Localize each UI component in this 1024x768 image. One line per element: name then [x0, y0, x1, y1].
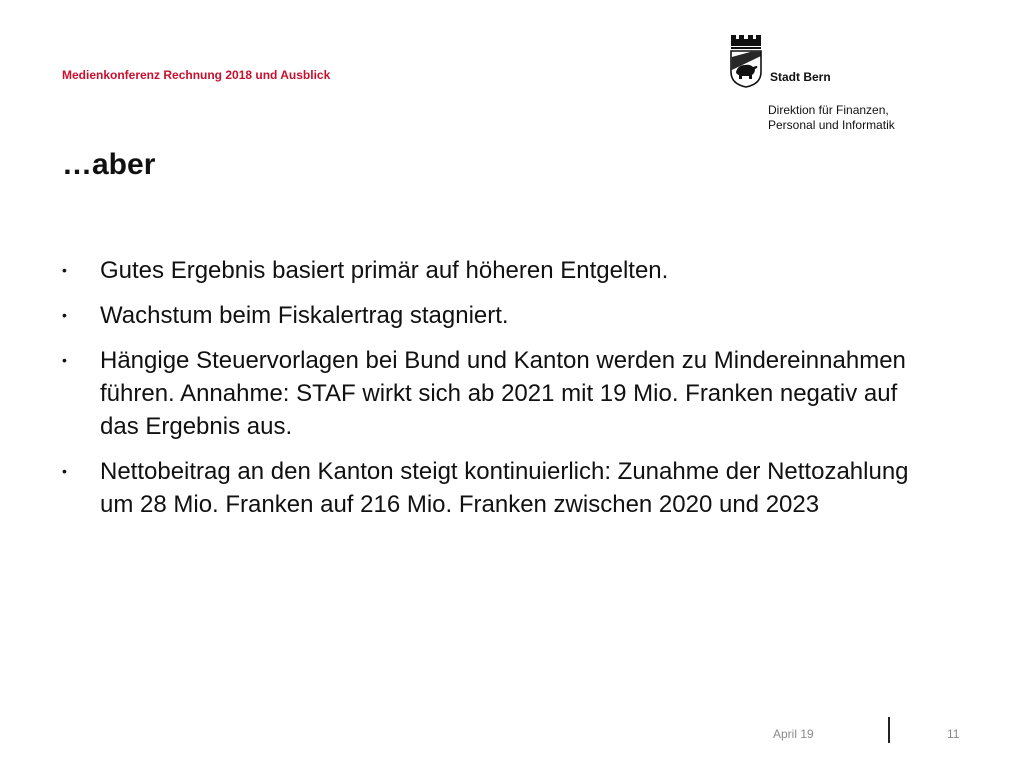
bern-bear-coat-of-arms-icon — [729, 34, 763, 88]
bullet-dot-icon: • — [62, 262, 67, 278]
bullet-text: Wachstum beim Fiskalertrag stagniert. — [100, 302, 509, 329]
list-item — [62, 254, 942, 287]
page-number: 11 — [947, 727, 960, 741]
footer-divider — [888, 717, 890, 743]
bullet-text: Hängige Steuervorlagen bei Bund und Kanton werden zu Mindereinnahmen führen. Annahme: STAF wirkt sich ab 2021 mit 19 Mio. Franken negativ auf das Ergebnis aus. — [100, 347, 906, 440]
bullet-dot-icon: • — [62, 463, 67, 479]
bullet-dot-icon: • — [62, 307, 67, 323]
conference-title: Medienkonferenz Rechnung 2018 und Ausblick — [62, 68, 331, 82]
bullet-text: Nettobeitrag an den Kanton steigt kontinuierlich: Zunahme der Nettozahlung um 28 Mio. Franken auf 216 Mio. Franken zwischen 2020 und 2023 — [100, 458, 909, 518]
bullet-list — [62, 254, 942, 533]
city-name: Stadt Bern — [770, 70, 831, 84]
slide-title: …aber — [62, 148, 156, 181]
directorate-name — [768, 103, 895, 133]
bullet-dot-icon: • — [62, 352, 67, 368]
directorate-line-1: Direktion für Finanzen, — [768, 103, 889, 117]
directorate-line-2: Personal und Informatik — [768, 118, 895, 132]
list-item — [62, 344, 942, 443]
footer-date: April 19 — [773, 727, 814, 741]
list-item — [62, 455, 942, 521]
bullet-text: Gutes Ergebnis basiert primär auf höheren Entgelten. — [100, 257, 669, 284]
list-item — [62, 299, 942, 332]
